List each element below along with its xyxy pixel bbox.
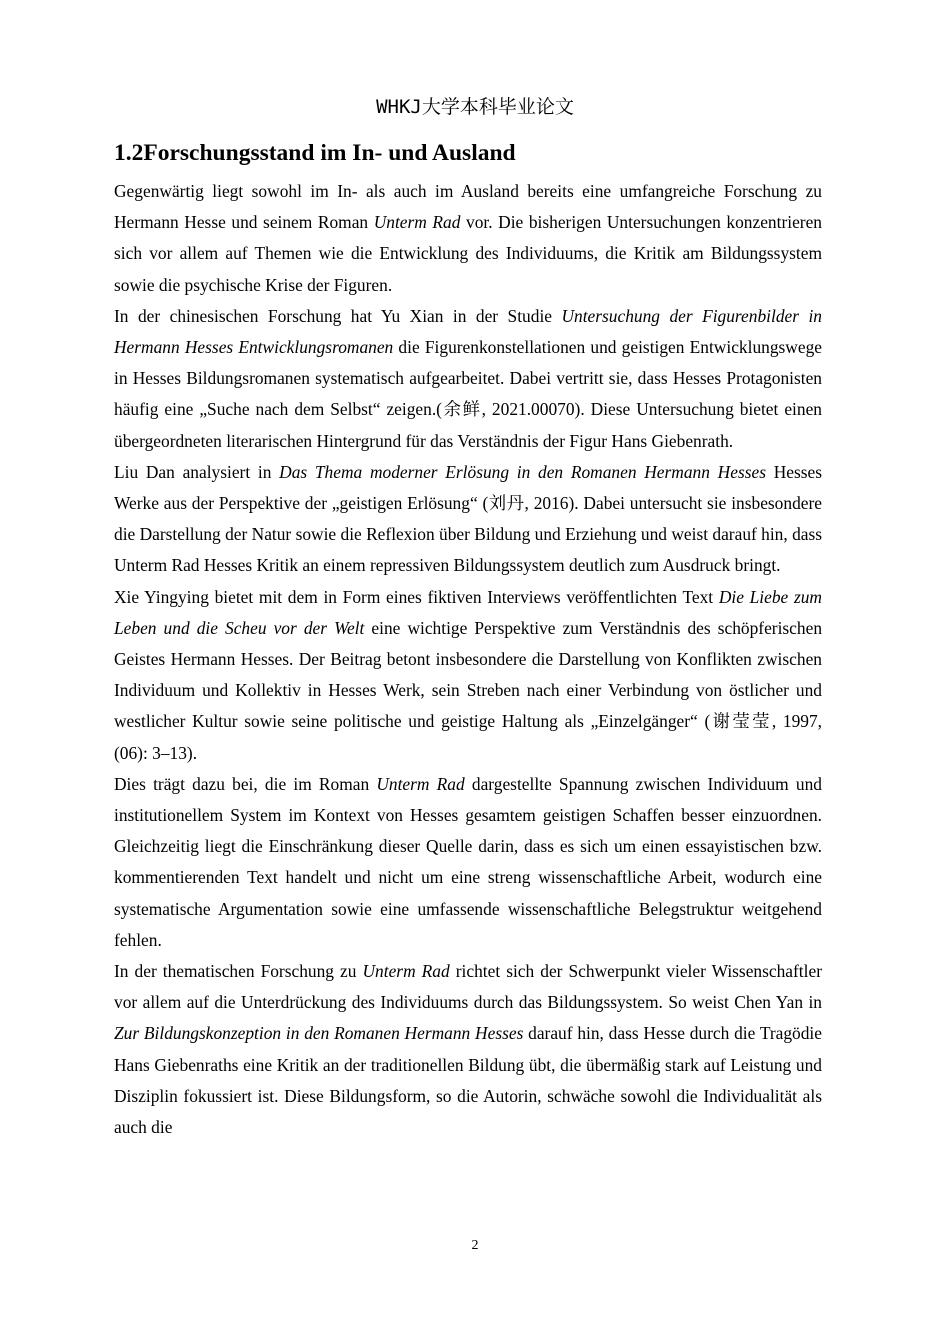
- italic-title: Unterm Rad: [362, 961, 450, 982]
- text-run: vor. Die bisherigen Untersuchungen konzentrieren sich vor allem auf Themen wie die Entwicklung des Individuums, die Kritik am Bildungssystem sowie die psychische Krise der Figuren.: [114, 212, 823, 295]
- paragraph-1: [114, 176, 822, 301]
- paragraph-6: [114, 956, 822, 1143]
- text-run: dargestellte Spannung zwischen Individuum und institutionellem System im Kontext von Hesses gesamtem geistigen Schaffen besser einzuordnen. Gleichzeitig liegt die Einschränkung dieser Quelle darin, dass es sich um einen essayistischen bzw. kommentierenden Text handelt und nicht um eine streng wissenschaftliche Arbeit, wodurch eine systematische Argumentation sowie eine umfassende wissenschaftliche Belegstruktur weitgehend fehlen.: [114, 773, 822, 950]
- body-text: [114, 176, 822, 1143]
- text-run: Gegenwärtig liegt sowohl im In- als auch im Ausland bereits eine umfangreiche Forschung zu Hermann Hesse und seinem Roman: [114, 181, 822, 233]
- text-run: richtet sich der Schwerpunkt vieler Wissenschaftler vor allem auf die Unterdrückung des Individuums durch das Bildungssystem. So weist Chen Yan in: [114, 961, 822, 1013]
- italic-title: Das Thema moderner Erlösung in den Romanen Hermann Hesses: [279, 461, 766, 482]
- paragraph-4: [114, 582, 822, 769]
- text-run: Liu Dan analysiert in: [114, 461, 280, 482]
- italic-title: Zur Bildungskonzeption in den Romanen Hermann Hesses: [114, 1023, 524, 1044]
- text-run: die Figurenkonstellationen und geistigen Entwicklungswege in Hesses Bildungsromanen systematisch aufgearbeitet. Dabei vertritt sie, dass Hesses Protagonisten häufig eine „Suche nach dem Selbst“ zeigen.(余鲜, 2021.00070). Diese Untersuchung bietet einen übergeordneten literarischen Hintergrund für das Verständnis der Figur Hans Giebenrath.: [114, 337, 822, 451]
- text-run: eine wichtige Perspektive zum Verständnis des schöpferischen Geistes Hermann Hesses. Der Beitrag betont insbesondere die Darstellung von Konflikten zwischen Individuum und Kollektiv in Hesses Werk, sein Streben nach einer Verbindung von östlicher und westlicher Kultur sowie seine politische und geistige Haltung als „Einzelgänger“ (谢莹莹, 1997, (06): 3–13).: [114, 617, 823, 763]
- paragraph-2: [114, 301, 822, 457]
- text-run: darauf hin, dass Hesse durch die Tragödie Hans Giebenraths eine Kritik an der traditionellen Bildung übt, die übermäßig stark auf Leistung und Disziplin fokussiert ist. Diese Bildungsform, so die Autorin, schwäche sowohl die Individualität als auch die: [114, 1023, 822, 1138]
- running-header: WHKJ大学本科毕业论文: [376, 96, 574, 118]
- section-heading: 1.2Forschungsstand im In- und Ausland: [114, 140, 516, 166]
- paragraph-3: [114, 457, 822, 582]
- italic-title: Unterm Rad: [376, 773, 465, 794]
- paragraph-5: [114, 769, 822, 956]
- text-run: Dies trägt dazu bei, die im Roman: [114, 773, 377, 794]
- text-run: Xie Yingying bietet mit dem in Form eines fiktiven Interviews veröffentlichten Text: [114, 586, 719, 607]
- italic-title: Untersuchung der Figurenbilder in Hermann Hesses Entwicklungsromanen: [114, 305, 822, 358]
- text-run: Hesses Werke aus der Perspektive der „geistigen Erlösung“ (刘丹, 2016). Dabei untersucht sie insbesondere die Darstellung der Natur sowie die Reflexion über Bildung und Erziehung und weist darauf hin, dass Unterm Rad Hesses Kritik an einem repressiven Bildungssystem deutlich zum Ausdruck bringt.: [114, 461, 823, 576]
- page-number: 2: [471, 1238, 479, 1253]
- text-run: In der thematischen Forschung zu: [114, 961, 363, 982]
- italic-title: Unterm Rad: [373, 212, 461, 233]
- text-run: In der chinesischen Forschung hat Yu Xian in der Studie: [114, 305, 562, 326]
- italic-title: Die Liebe zum Leben und die Scheu vor der Welt: [114, 586, 822, 638]
